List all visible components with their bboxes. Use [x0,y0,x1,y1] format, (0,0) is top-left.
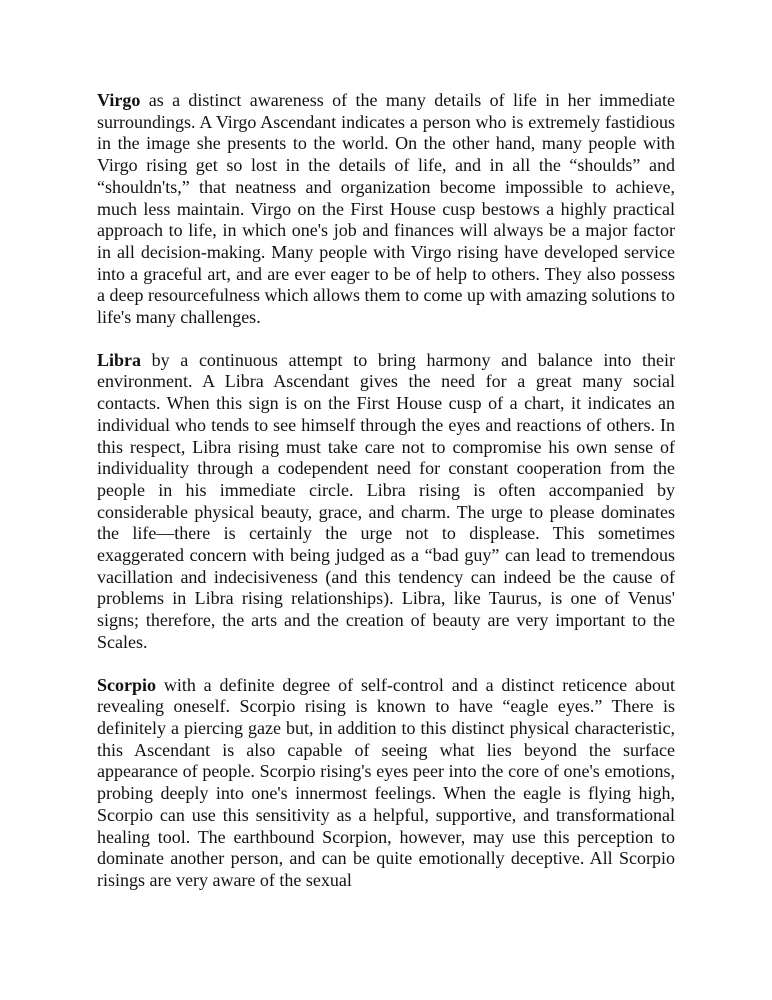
paragraph-libra [97,350,675,654]
document-page [97,90,675,913]
paragraph-virgo [97,90,675,329]
paragraph-lead-virgo: Virgo [97,90,141,110]
paragraph-body-libra: by a continuous attempt to bring harmony and balance into their environment. A Libra Ascendant gives the need for a great many social contacts. When this sign is on the First House cusp of a chart, it indicates an individual who tends to see himself through the eyes and reactions of others. In this respect, Libra rising must take care not to compromise his own sense of individuality through a codependent need for constant cooperation from the people in his immediate circle. Libra rising is often accompanied by considerable physical beauty, grace, and charm. The urge to please dominates the life—there is certainly the urge not to displease. This sometimes exaggerated concern with being judged as a “bad guy” can lead to tremendous vacillation and indecisiveness (and this tendency can indeed be the cause of problems in Libra rising relationships). Libra, like Taurus, is one of Venus' signs; therefore, the arts and the creation of beauty are very important to the Scales. [97,349,675,652]
paragraph-body-scorpio: with a definite degree of self-control and a distinct reticence about revealing oneself. Scorpio rising is known to have “eagle eyes.” There is definitely a piercing gaze but, in addition to this distinct physical characteristic, this Ascendant is also capable of seeing what lies beyond the surface appearance of people. Scorpio rising's eyes peer into the core of one's emotions, probing deeply into one's innermost feelings. When the eagle is flying high, Scorpio can use this sensitivity as a helpful, supportive, and transformational healing tool. The earthbound Scorpion, however, may use this perception to dominate another person, and can be quite emotionally deceptive. All Scorpio risings are very aware of the sexual [97,674,675,890]
paragraph-lead-libra: Libra [97,349,142,370]
paragraph-scorpio [97,675,675,892]
paragraph-body-virgo: as a distinct awareness of the many details of life in her immediate surroundings. A Virgo Ascendant indicates a person who is extremely fastidious in the image she presents to the world. On the other hand, many people with Virgo rising get so lost in the details of life, and in all the “shoulds” and “shouldn'ts,” that neatness and organization become impossible to achieve, much less maintain. Virgo on the First House cusp bestows a highly practical approach to life, in which one's job and finances will always be a major factor in all decision-making. Many people with Virgo rising have developed service into a graceful art, and are ever eager to be of help to others. They also possess a deep resourcefulness which allows them to come up with amazing solutions to life's many challenges. [97,90,675,328]
paragraph-lead-scorpio: Scorpio [97,674,157,695]
